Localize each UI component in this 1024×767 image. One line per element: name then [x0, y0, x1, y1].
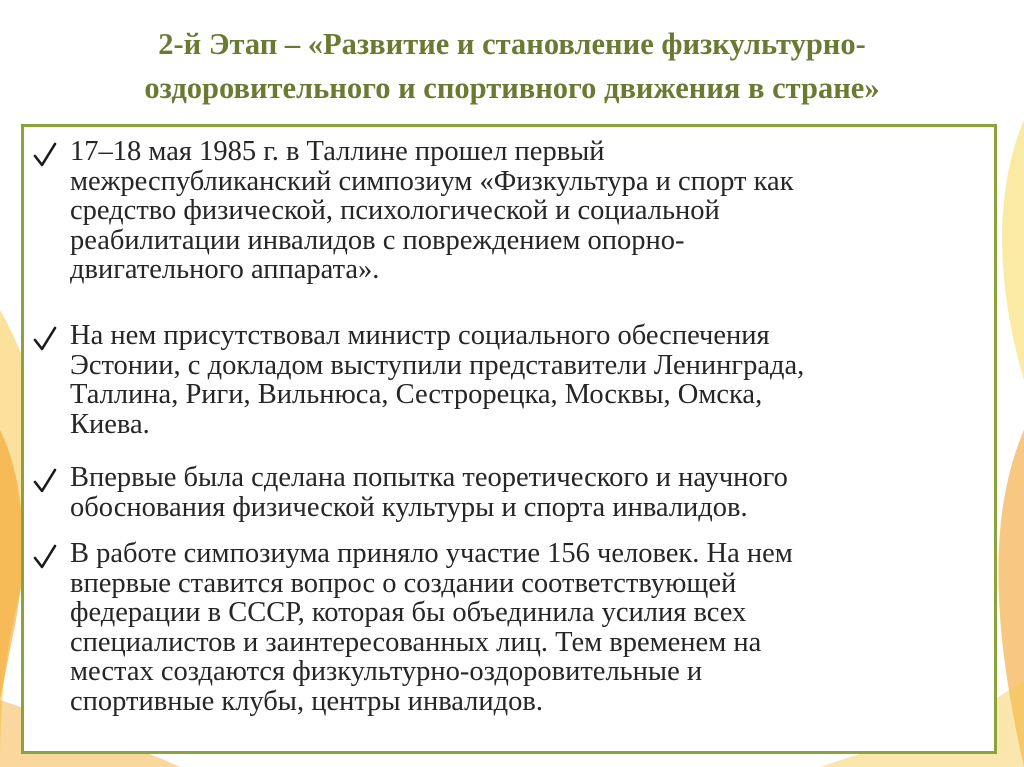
bullet-text — [70, 539, 793, 716]
bullet-line: двигательного аппарата». — [70, 254, 380, 285]
bullet-line: средство физической, психологической и социальной — [70, 195, 720, 226]
bullet-line: 17–18 мая 1985 г. в Таллине прошел первый — [70, 136, 605, 167]
right-swirl-outer — [1002, 120, 1024, 380]
bullet-line: В работе симпозиума приняло участие 156 человек. На нем — [70, 538, 793, 569]
bullet-line: местах создаются физкультурно-оздоровительные и — [70, 656, 703, 687]
bullet-line: реабилитации инвалидов с повреждением опорно- — [70, 224, 685, 256]
checkmark-icon — [32, 539, 58, 575]
slide-title-line: 2-й Этап – «Развитие и становление физкультурно- — [158, 27, 866, 61]
bullet-text — [70, 137, 794, 285]
checkmark-icon — [32, 321, 58, 357]
bullet-text — [70, 321, 804, 439]
bullet-line: спортивные клубы, центры инвалидов. — [70, 685, 543, 717]
slide-title-line: оздоровительного и спортивного движения в стране» — [144, 71, 880, 105]
bullet-line: Впервые была сделана попытка теоретического и научного — [70, 462, 788, 493]
bullet-text — [70, 463, 788, 522]
bullet-line: Эстонии, с докладом выступили представители Ленинграда, — [70, 349, 805, 381]
content-frame — [21, 124, 997, 754]
bullet-line: Таллина, Риги, Вильнюса, Сестрорецка, Москвы, Омска, — [70, 379, 763, 410]
bullet-line: специалистов и заинтересованных лиц. Тем временем на — [70, 626, 762, 658]
bullet-line: обоснования физической культуры и спорта инвалидов. — [70, 491, 748, 523]
bullet-line: впервые ставится вопрос о создании соответствующей — [70, 567, 737, 599]
bullet-line: Киева. — [70, 408, 150, 440]
bullet-line: межреспубликанский симпозиум «Физкультура и спорт как — [70, 165, 794, 197]
bullet-line: федерации в СССР, которая бы объединила усилия всех — [70, 597, 747, 628]
checkmark-icon — [32, 463, 58, 499]
checkmark-icon — [32, 137, 58, 173]
bullet-line: На нем присутствовал министр социального обеспечения — [70, 320, 770, 351]
slide-title — [40, 22, 984, 110]
